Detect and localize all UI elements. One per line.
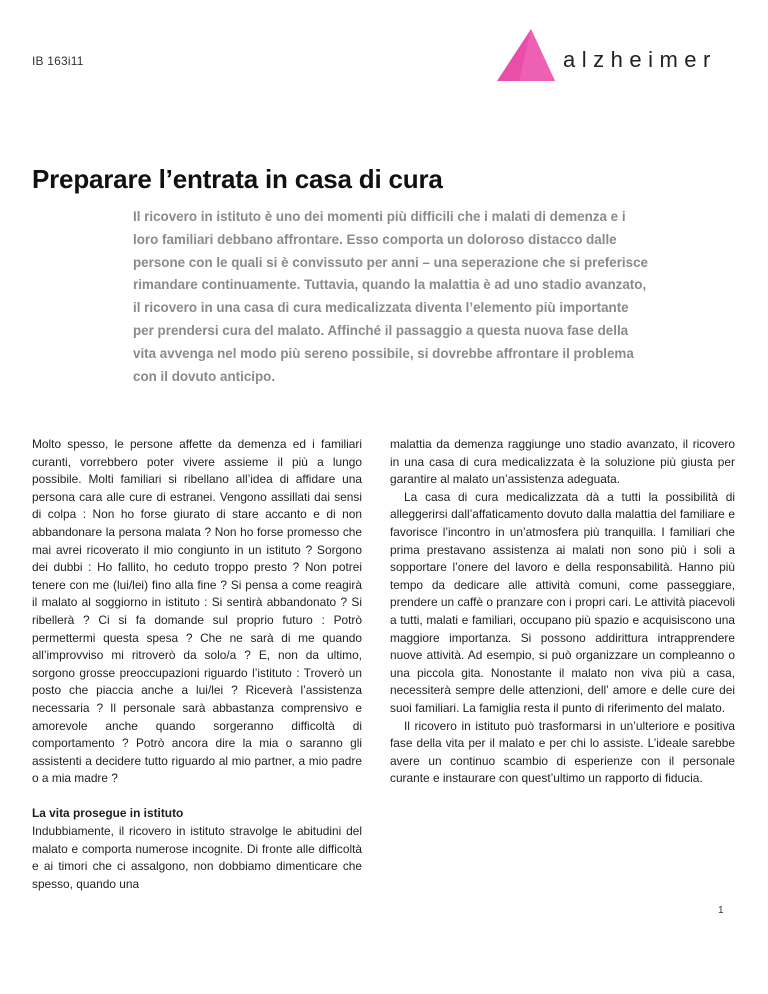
body-paragraph: Il ricovero in istituto può trasformarsi in un’ulteriore e positiva fase della vita per il malato e per chi lo assiste. L’ideale sarebbe avere un continuo scambio di esperienze con il personale curante e instaurare con quest’ultimo un rapporto di fiducia. <box>390 718 735 786</box>
logo <box>497 27 737 85</box>
right-column <box>390 436 735 788</box>
body-paragraph: Indubbiamente, il ricovero in istituto stravolge le abitudini del malato e comporta numerose incognite. Di fronte alle difficoltà e ai timori che ci assalgono, non dobbiamo dimenticare che spesso, quando una <box>32 824 362 891</box>
document-code: IB 163i11 <box>32 54 84 68</box>
logo-text: alzheimer <box>563 47 717 72</box>
left-column <box>32 436 362 893</box>
logo-triangle-icon <box>497 27 559 85</box>
section-subheading: La vita prosegue in istituto <box>32 806 184 821</box>
page-title: Preparare l’entrata in casa di cura <box>32 164 443 194</box>
lead-paragraph: Il ricovero in istituto è uno dei momenti più difficili che i malati di demenza e i loro familiari debbano affrontare. Esso comporta un doloroso distacco dalle persone con le quali si è convissuto per anni – una seperazione che si preferisce rimandare continuamente. Tuttavia, quando la malattia è ad uno stadio avanzato, il ricovero in una casa di cura medicalizzata diventa l’elemento più importante per prendersi cura del malato. Affinché il passaggio a questa nuova fase della vita avvenga nel modo più sereno possibile, si dovrebbe affrontare il problema con il dovuto anticipo. <box>133 209 648 384</box>
body-paragraph: malattia da demenza raggiunge uno stadio avanzato, il ricovero in una casa di cura medicalizzata è la soluzione più giusta per garantire al malato un’assistenza adeguata. <box>390 437 735 487</box>
page-number: 1 <box>718 905 724 916</box>
body-paragraph: La casa di cura medicalizzata dà a tutti la possibilità di alleggerirsi dall’affaticamento dovuto dalla malattia del familiare e favorisce l’incontro in un’atmosfera più tranquilla. I familiari che prima prestavano assistenza ai malati non sono più i soli a sopportare l’onere del lavoro e della responsabilità. Hanno più tempo da dedicare alle attività comuni, come passeggiare, prendere un caffè o pranzare con i propri cari. Le attività piacevoli a tutti, malati e familiari, occupano più spazio e acquisiscono una maggiore importanza. Si possono addirittura intrapprendere nuove attività. Ad esempio, si può organizzare un compleanno o una piccola gita. Nonostante il malato non viva più a casa, necessiterà sempre delle attenzioni, dell’ amore e delle cure dei suoi familiari. La famiglia resta il punto di riferimento del malato. <box>390 489 735 715</box>
body-paragraph: Molto spesso, le persone affette da demenza ed i familiari curanti, vorrebbero poter vivere assieme il più a lungo possibile. Molti familiari si ribellano all’idea di affidare una persona cara alle cure di estranei. Vengono assillati dai sensi di colpa : Non ho forse giurato di stare accanto e di non abbandonare la persona malata ? Non ho forse promesso che mai avrei ricoverato il mio congiunto in un istituto ? Sorgono dei dubbi : Ho fallito, ho ceduto troppo presto ? Non potrei tenere con me (lui/lei) fino alla fine ? Si pensa a come reagirà il malato al soggiorno in istituto : Si sentirà abbandonato ? Si ribellerà ? Ci si fa domande sul proprio futuro : Potrò permettermi questa spesa ? Che ne sarà di me quando all’improvviso mi ritroverò da solo/a ? E, non da ultimo, sorgono grosse preoccupazioni riguardo l’istituto : Troverò un posto che piaccia anche a lui/lei ? Riceverà l’assistenza necessaria ? Il personale sarà abbastanza comprensivo e amorevole anche quando sorgeranno difficoltà di comportamento ? Potrò ancora dire la mia o saranno gli assistenti a decidere tutto riguardo al mio partner, a mio padre o a mia madre ? <box>32 437 362 786</box>
